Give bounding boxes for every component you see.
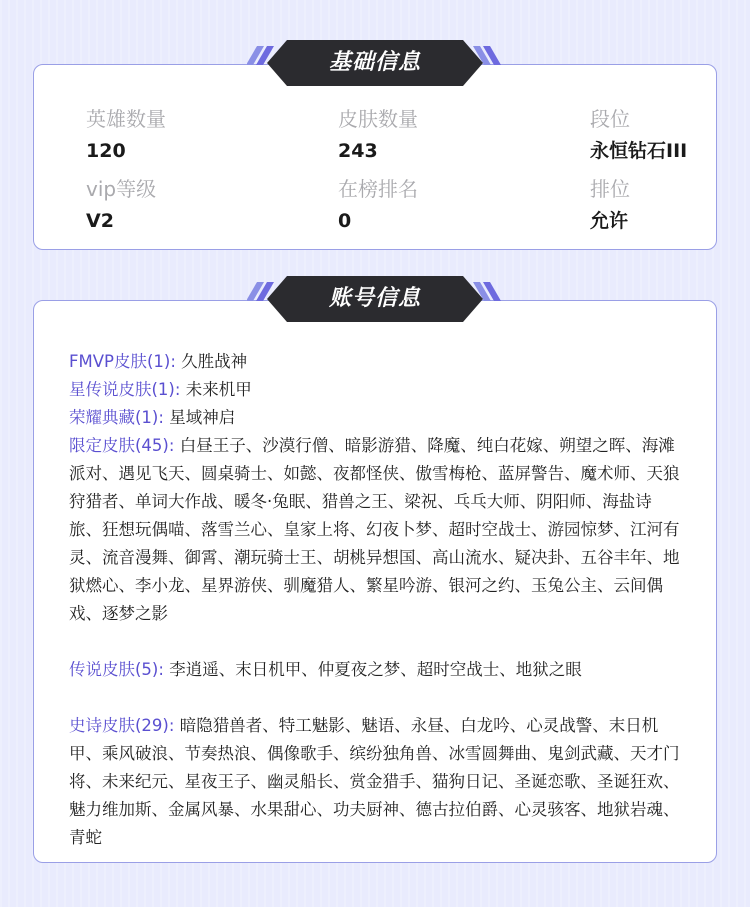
skin-group-glory-collection: [69, 404, 681, 432]
skin-group-label: 史诗皮肤(29):: [69, 716, 175, 735]
section-header-basic: [247, 40, 503, 86]
skin-group-label: 限定皮肤(45):: [69, 436, 175, 455]
info-ranked-allowed: [590, 175, 750, 235]
skin-list: [69, 348, 681, 852]
info-value: 243: [338, 140, 378, 162]
skin-group-legend: [69, 656, 681, 684]
info-label: vip等级: [86, 177, 157, 201]
skin-group-label: FMVP皮肤(1):: [69, 352, 176, 371]
info-leaderboard-rank: [338, 175, 538, 235]
info-value: 120: [86, 140, 126, 162]
info-label: 段位: [590, 107, 630, 131]
skin-group-label: 荣耀典藏(1):: [69, 408, 164, 427]
section-header-account: [247, 276, 503, 322]
skin-group-fmvp: [69, 348, 681, 376]
account-info-card: [33, 300, 717, 863]
skin-group-items: 星域神启: [169, 408, 236, 427]
skin-group-items: 未来机甲: [185, 380, 252, 399]
info-label: 在榜排名: [338, 177, 418, 201]
skin-group-label: 星传说皮肤(1):: [69, 380, 181, 399]
skin-group-star-legend: [69, 376, 681, 404]
info-value: 允许: [590, 210, 629, 232]
info-skin-count: [338, 105, 538, 165]
skin-group-label: 传说皮肤(5):: [69, 660, 164, 679]
info-value: V2: [86, 210, 114, 232]
basic-info-card: [33, 64, 717, 250]
skin-group-items: 久胜战神: [181, 352, 248, 371]
info-value: 永恒钻石III: [590, 140, 688, 162]
info-value: 0: [338, 210, 352, 232]
skin-group-limited: [69, 432, 681, 628]
skin-group-items: 暗隐猎兽者、特工魅影、魅语、永昼、白龙吟、心灵战警、末日机甲、乘风破浪、节奏热浪、偶像歌手、缤纷独角兽、冰雪圆舞曲、鬼剑武藏、天才门将、未来纪元、星夜王子、幽灵船长、赏金猎手、猫狗日记、圣诞恋歌、圣诞狂欢、魅力维加斯、金属风暴、水果甜心、功夫厨神、德古拉伯爵、心灵骇客、地狱岩魂、青蛇: [69, 716, 680, 847]
info-label: 英雄数量: [86, 107, 166, 131]
info-label: 排位: [590, 177, 630, 201]
section-title: 基础信息: [328, 50, 421, 75]
info-rank-tier: [590, 105, 750, 165]
info-label: 皮肤数量: [338, 107, 418, 131]
info-hero-count: [86, 105, 286, 165]
skin-group-items: 李逍遥、末日机甲、仲夏夜之梦、超时空战士、地狱之眼: [169, 660, 582, 679]
skin-group-epic: [69, 712, 681, 852]
info-vip-level: [86, 175, 286, 235]
section-title: 账号信息: [328, 286, 421, 311]
skin-group-items: 白昼王子、沙漠行僧、暗影游猎、降魔、纯白花嫁、朔望之晖、海滩派对、遇见飞天、圆桌骑士、如懿、夜都怪侠、傲雪梅枪、蓝屏警告、魔术师、天狼狩猎者、单词大作战、暖冬·兔眠、猎兽之王、梁祝、乓乓大师、阴阳师、海盐诗旅、狂想玩偶喵、落雪兰心、皇家上将、幻夜卜梦、超时空战士、游园惊梦、江河有灵、流音漫舞、御霄、潮玩骑士王、胡桃异想国、高山流水、疑决卦、五谷丰年、地狱燃心、李小龙、星界游侠、驯魔猎人、繁星吟游、银河之约、玉兔公主、云间偶戏、逐梦之影: [69, 436, 680, 623]
